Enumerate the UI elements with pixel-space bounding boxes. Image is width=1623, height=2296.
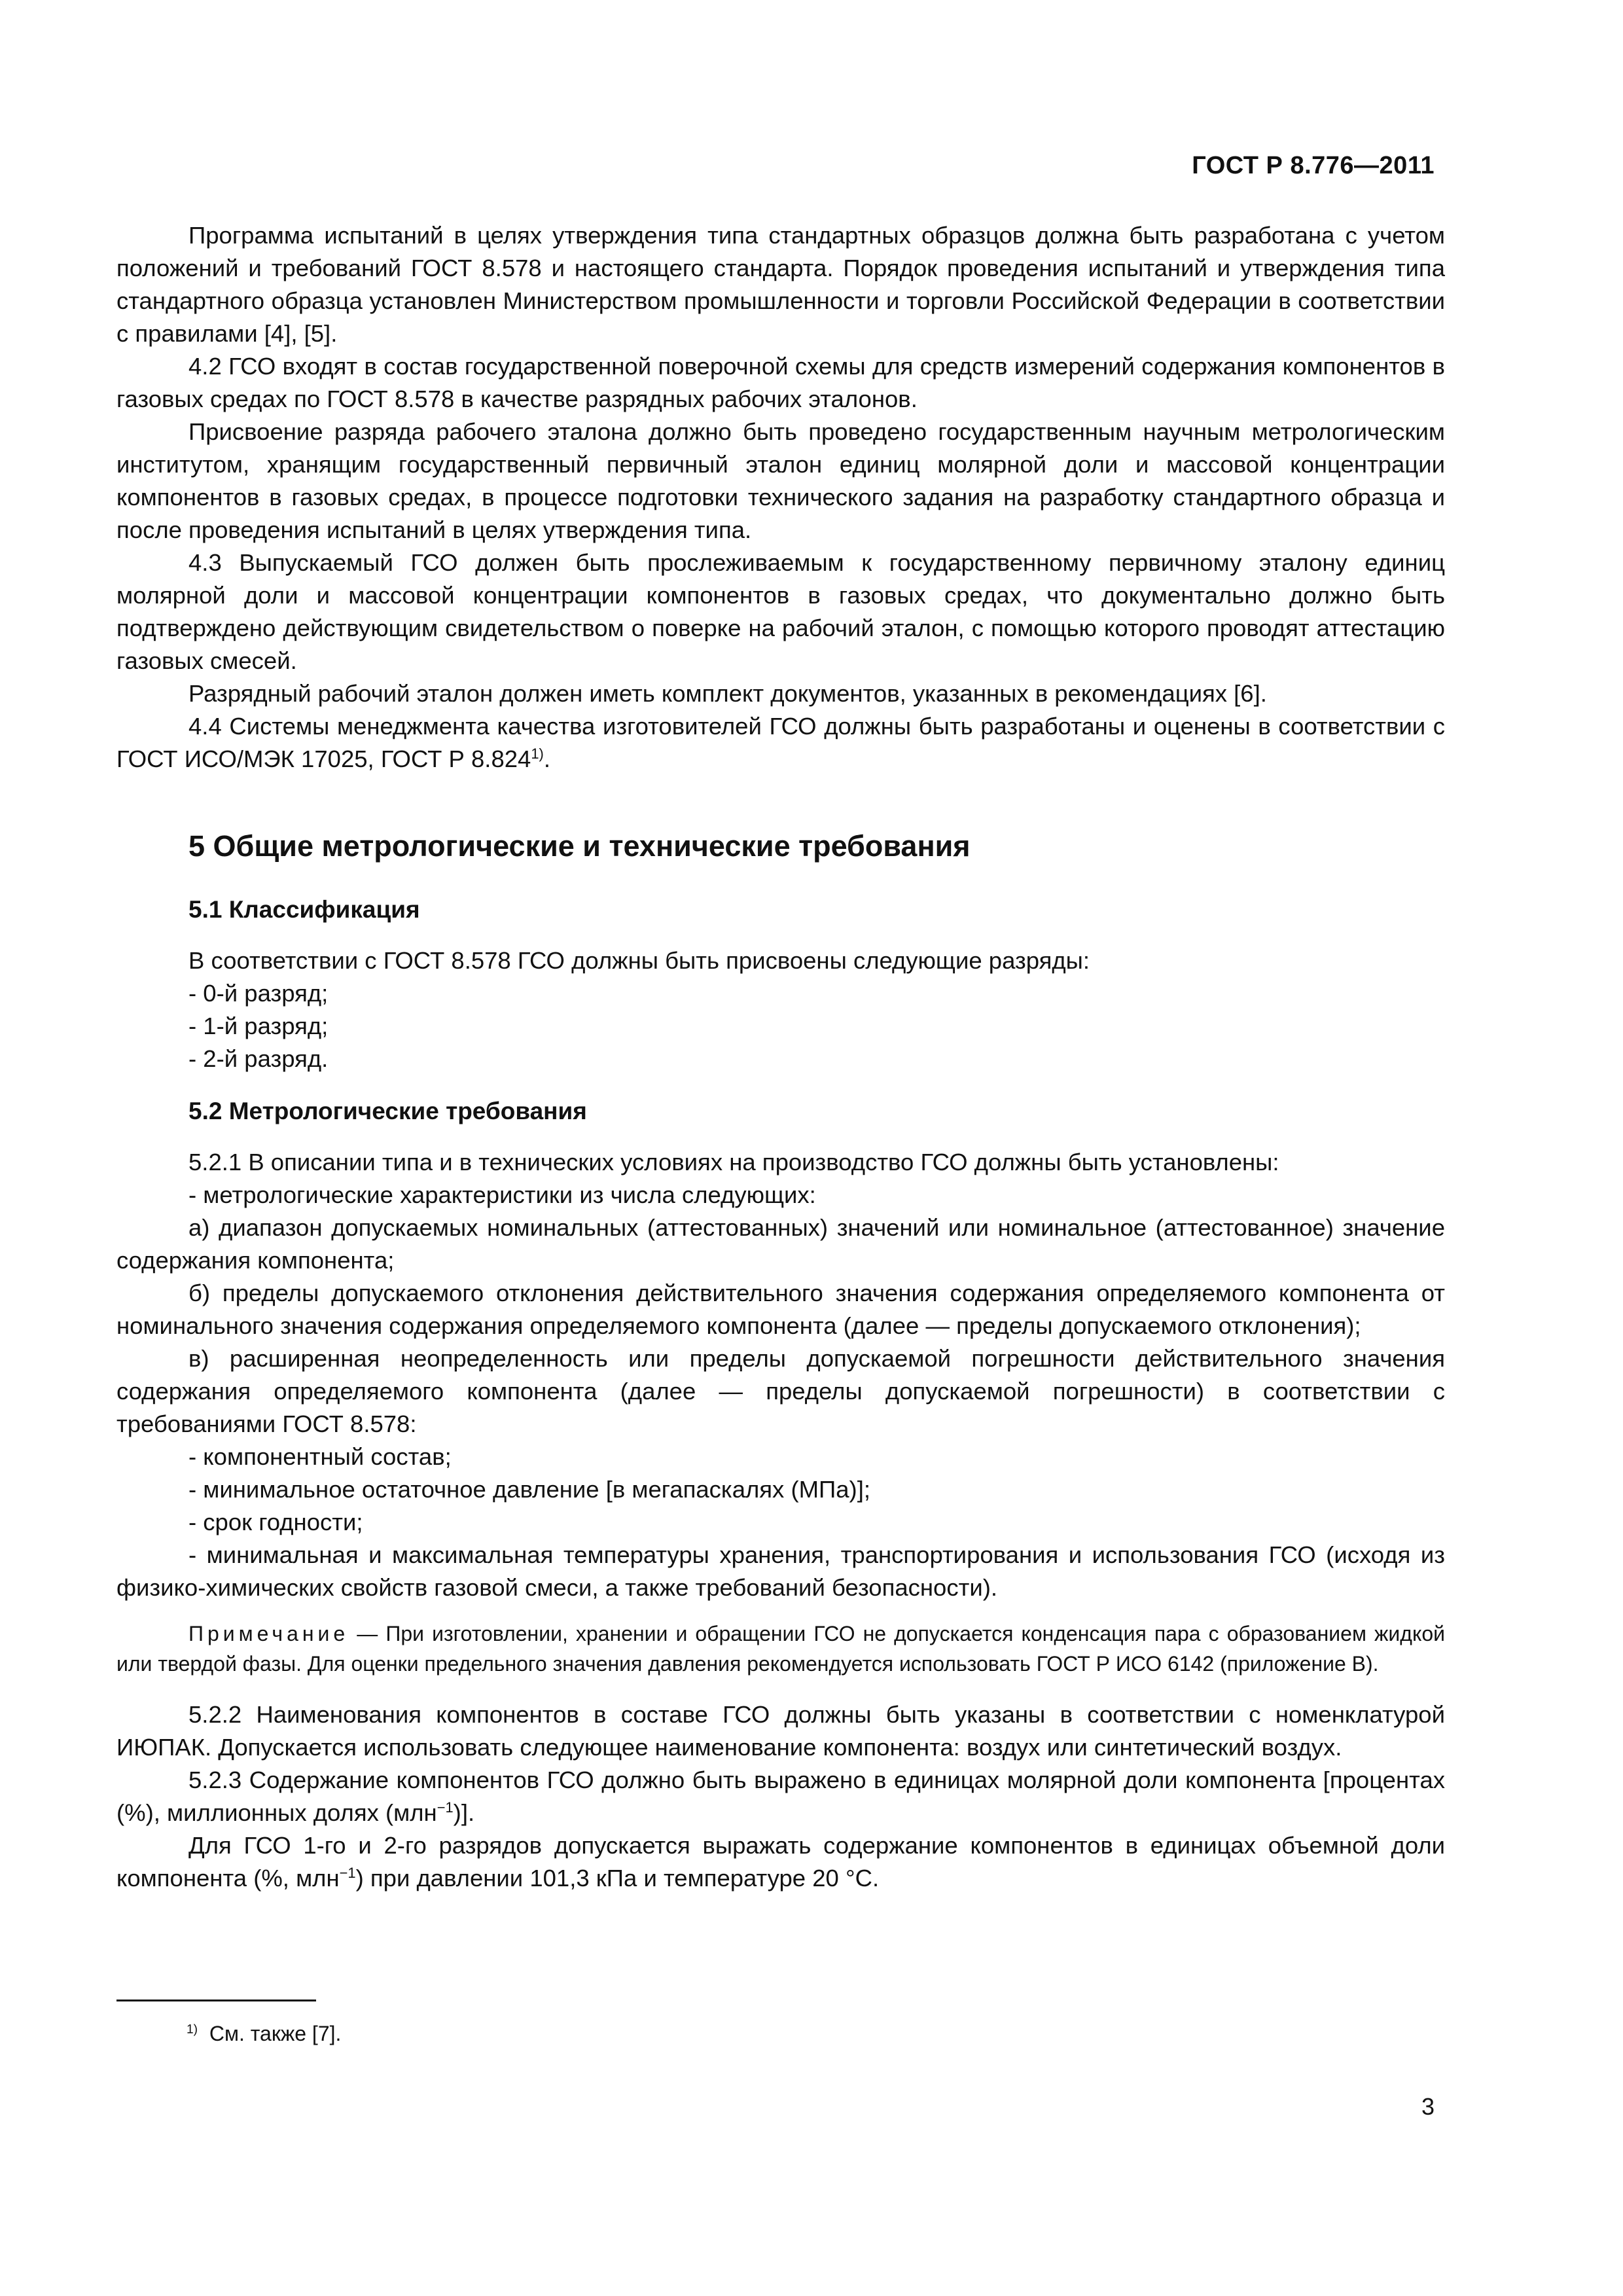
paragraph-volume-fraction-text: Для ГСО 1-го и 2-го разрядов допускается выражать содержание компонентов в единицах объемной доли компонента (%, млн xyxy=(116,1832,1445,1892)
list-item: - компонентный состав; xyxy=(188,1443,452,1470)
section-5-heading: 5 Общие метрологические и технические требования xyxy=(188,829,971,863)
classification-list xyxy=(116,944,1445,1075)
paragraph-rank-assignment: Присвоение разряда рабочего эталона должно быть проведено государственным научным метрологическим институтом, хранящим государственный первичный эталон единиц молярной доли и массовой концентрации компонентов в газовых средах, в процессе подготовки технического задания на разработку стандартного образца и после проведения испытаний в целях утверждения типа. xyxy=(116,418,1445,543)
paragraph-volume-fraction xyxy=(116,1829,1445,1895)
list-item: - срок годности; xyxy=(188,1509,363,1535)
superscript: −1 xyxy=(339,1864,356,1881)
document-id-header: ГОСТ Р 8.776—2011 xyxy=(1192,152,1435,179)
paragraph-4-3: 4.3 Выпускаемый ГСО должен быть прослеживаемым к государственному первичному эталону единиц молярной доли и массовой концентрации компонентов в газовых средах, что документально должно быть подтверждено действующим свидетельством о поверке на рабочий эталон, с помощью которого проводят аттестацию газовых смесей. xyxy=(116,549,1445,674)
footnote xyxy=(187,2019,341,2048)
list-item: - минимальная и максимальная температуры хранения, транспортирования и использования ГСО (исходя из физико-химических свойств газовой смеси, а также требований безопасности). xyxy=(116,1541,1445,1601)
list-item-b: б) пределы допускаемого отклонения действительного значения содержания определяемого компонента от номинального значения содержания определяемого компонента (далее — пределы допускаемого отклонения); xyxy=(116,1280,1445,1339)
paragraph-5-2-3-end: )]. xyxy=(453,1799,475,1826)
document-body xyxy=(116,219,1445,1895)
page-number: 3 xyxy=(1421,2093,1435,2120)
note-text: — При изготовлении, хранении и обращении ГСО не допускается конденсация пара с образованием жидкой или твердой фазы. Для оценки предельного значения давления рекомендуется использовать ГОСТ Р ИСО 6142 (приложение В). xyxy=(116,1622,1445,1676)
paragraph-4-4-text: 4.4 Системы менеджмента качества изготовителей ГСО должны быть разработаны и оценены в соответствии с ГОСТ ИСО/МЭК 17025, ГОСТ Р 8.824 xyxy=(116,713,1445,772)
list-item: - 0-й разряд; xyxy=(188,980,329,1007)
paragraph-5-2-2: 5.2.2 Наименования компонентов в составе ГСО должны быть указаны в соответствии с номенклатурой ИЮПАК. Допускается использовать следующее наименование компонента: воздух или синтетический воздух. xyxy=(116,1701,1445,1761)
footnote-ref-1: 1) xyxy=(531,745,544,762)
list-item: - 2-й разряд. xyxy=(188,1045,329,1072)
section-5-1-heading: 5.1 Классификация xyxy=(188,896,420,923)
list-item: - метрологические характеристики из числа следующих: xyxy=(188,1181,816,1208)
paragraph-5-2-3 xyxy=(116,1764,1445,1829)
footnote-divider xyxy=(116,2000,316,2001)
list-item: - 1-й разряд; xyxy=(188,1013,329,1039)
paragraph-4-4 xyxy=(116,710,1445,776)
superscript: −1 xyxy=(437,1799,454,1816)
section-5-2-heading: 5.2 Метрологические требования xyxy=(188,1098,587,1124)
paragraph-program: Программа испытаний в целях утверждения типа стандартных образцов должна быть разработана с учетом положений и требований ГОСТ 8.578 и настоящего стандарта. Порядок проведения испытаний и утверждения типа стандартного образца установлен Министерством промышленности и торговли Российской Федерации в соответствии с правилами [4], [5]. xyxy=(116,222,1445,347)
paragraph-5-2-3-text: 5.2.3 Содержание компонентов ГСО должно быть выражено в единицах молярной доли компонента [процентах (%), миллионных долях (млн xyxy=(116,1767,1445,1826)
footnote-mark: 1) xyxy=(187,2022,198,2037)
paragraph-documents: Разрядный рабочий эталон должен иметь комплект документов, указанных в рекомендациях [6]. xyxy=(188,680,1267,707)
classification-lead: В соответствии с ГОСТ 8.578 ГСО должны быть присвоены следующие разряды: xyxy=(188,947,1090,974)
paragraph-5-2-1: 5.2.1 В описании типа и в технических условиях на производство ГСО должны быть установлены: xyxy=(188,1149,1279,1175)
list-item: - минимальное остаточное давление [в мегапаскалях (МПа)]; xyxy=(188,1476,870,1503)
list-item-v: в) расширенная неопределенность или пределы допускаемой погрешности действительного значения содержания определяемого компонента (далее — пределы допускаемой погрешности) в соответствии с требованиями ГОСТ 8.578: xyxy=(116,1345,1445,1437)
paragraph-volume-fraction-end: ) при давлении 101,3 кПа и температуре 20 °С. xyxy=(355,1865,880,1892)
list-item-a: а) диапазон допускаемых номинальных (аттестованных) значений или номинальное (аттестованное) значение содержания компонента; xyxy=(116,1214,1445,1274)
paragraph-4-2: 4.2 ГСО входят в состав государственной поверочной схемы для средств измерений содержания компонентов в газовых средах по ГОСТ 8.578 в качестве разрядных рабочих эталонов. xyxy=(116,353,1445,412)
paragraph-4-4-end: . xyxy=(543,745,550,772)
note xyxy=(116,1619,1445,1679)
note-label: Примечание xyxy=(188,1622,349,1645)
footnote-text: См. также [7]. xyxy=(209,2022,342,2045)
